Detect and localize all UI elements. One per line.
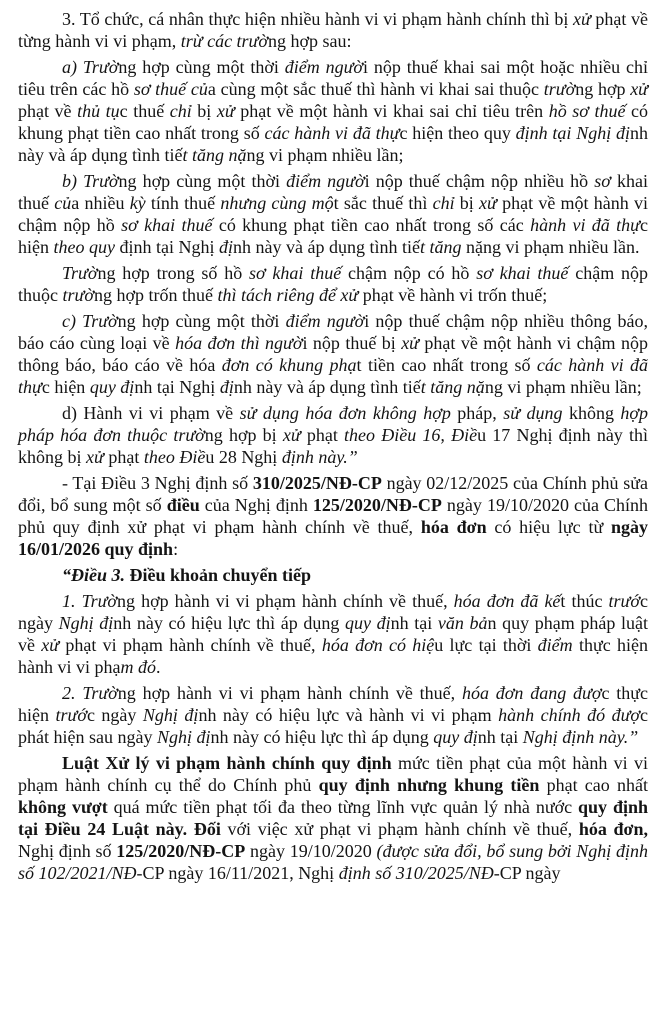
- text-segment: ng vi phạm nhiều lần;: [484, 377, 642, 397]
- paragraph-3: [18, 170, 648, 258]
- text-segment: định số 310/2025/NĐ-: [338, 863, 500, 883]
- text-segment: xử: [41, 635, 60, 655]
- text-segment: i nộp thuế chậm nộp nhiều thông báo, báo cáo cùng loại về: [18, 311, 648, 353]
- text-segment: u 17 Nghị định này thì không bị: [18, 425, 648, 467]
- text-segment: phạt về: [18, 101, 78, 121]
- text-segment: quá mức tiền phạt tối đa theo từng lĩnh vực quản lý nhà nước: [107, 797, 579, 817]
- text-segment: mức tiền phạt của một hành vi vi phạm hành chính cụ thể do Chính phủ: [18, 753, 648, 795]
- text-segment: .: [155, 657, 161, 677]
- text-segment: định này.”: [281, 447, 358, 467]
- text-segment: xử: [282, 425, 301, 445]
- text-segment: nh tại: [390, 613, 438, 633]
- text-segment: trườ: [62, 285, 94, 305]
- text-segment: văn bả: [437, 613, 488, 633]
- text-segment: hành chính đó đượ: [498, 705, 641, 725]
- text-segment: hợp pháp hóa đơn thuộc trườ: [18, 403, 648, 445]
- text-segment: hóa đơn,: [578, 819, 649, 839]
- text-segment: trướ: [55, 705, 87, 725]
- text-segment: nh này có hiệu lực thì áp dụng: [210, 727, 434, 747]
- text-segment: a nhiều: [71, 193, 130, 213]
- text-segment: quy đị: [345, 613, 391, 633]
- text-segment: phạt vi phạm hành chính về thuế,: [59, 635, 322, 655]
- text-segment: các hành vi đã thự: [18, 355, 648, 397]
- text-segment: theo Điề: [143, 447, 206, 467]
- text-segment: 1. Trườ: [62, 591, 118, 611]
- text-segment: ngày 16/01/2026 quy định: [18, 517, 649, 559]
- text-segment: i nộp thuế bị: [302, 333, 402, 353]
- text-segment: củ: [54, 193, 72, 213]
- text-segment: t tăng nặ: [420, 377, 485, 397]
- text-segment: nh này và áp dụng tình tiế: [233, 237, 420, 257]
- text-segment: chỉ: [432, 193, 455, 213]
- text-segment: theo Điều 16, Điề: [344, 425, 478, 445]
- text-segment: ng hợp cùng một thời: [117, 311, 286, 331]
- text-segment: nặng vi phạm nhiều lần.: [461, 237, 640, 257]
- text-segment: CP ngày: [499, 863, 561, 883]
- text-segment: không vượt: [18, 797, 108, 817]
- text-segment: hóa đơn thì ngườ: [175, 333, 303, 353]
- text-segment: xử: [86, 447, 104, 467]
- text-segment: Nghị đị: [156, 727, 211, 747]
- text-segment: sơ: [594, 171, 611, 191]
- text-segment: trườ: [543, 79, 576, 99]
- text-segment: chậm nộp thuộc: [18, 263, 648, 305]
- text-segment: phạt về một hành vi chậm nộp thông báo, báo cáo về hóa: [18, 333, 648, 375]
- text-segment: 125/2020/NĐ-CP: [116, 841, 246, 861]
- text-segment: thủ tụ: [77, 101, 120, 121]
- text-segment: sơ khai thuế: [476, 263, 569, 283]
- text-segment: hóa đơn: [420, 517, 487, 537]
- text-segment: ngày 02/12/2025 của Chính phủ sửa đổi, bổ sung một số: [18, 473, 648, 515]
- text-segment: 125/2020/NĐ-CP: [312, 495, 442, 515]
- text-segment: ng hợp hành vi vi phạm hành chính về thuế,: [117, 683, 462, 703]
- text-segment: các hành vi đã thự: [264, 123, 400, 143]
- text-segment: 3. Tổ chức, cá nhân thực hiện nhiều hành vi vi phạm hành chính thì bị: [62, 9, 573, 29]
- text-segment: bị: [454, 193, 480, 213]
- text-segment: pháp,: [450, 403, 504, 423]
- text-segment: c hiện: [41, 377, 90, 397]
- text-segment: CP ngày 16/11/2021, Nghị: [142, 863, 339, 883]
- text-segment: thì tách riêng để xử: [217, 285, 359, 305]
- text-segment: định tại Nghị đị: [515, 123, 630, 143]
- text-segment: điểm ngườ: [284, 57, 364, 77]
- text-segment: u 28 Nghị: [205, 447, 282, 467]
- text-segment: quy định: [578, 797, 648, 817]
- text-segment: ngày 19/10/2020: [245, 841, 377, 861]
- text-segment: phạt cao nhất: [539, 775, 648, 795]
- text-segment: nh này và áp dụng tình tiế: [18, 123, 648, 165]
- text-segment: có hiệu lực từ: [486, 517, 611, 537]
- text-segment: (được sửa đổi, bổ sung bởi Nghị định số 102/2021/NĐ-: [18, 841, 648, 883]
- text-segment: Trườ: [62, 263, 98, 283]
- paragraph-5: [18, 310, 648, 398]
- text-segment: ng vi phạm nhiều lần;: [246, 145, 404, 165]
- text-segment: đị: [219, 377, 234, 397]
- text-segment: có khung phạt tiền cao nhất trong số các: [212, 215, 531, 235]
- text-segment: nh tại Nghị: [134, 377, 220, 397]
- text-segment: ng hợp hành vi vi phạm hành chính về thuế,: [117, 591, 454, 611]
- text-segment: sơ khai thuế: [121, 215, 213, 235]
- text-segment: ngày 19/10/2020 của Chính phủ quy định xử phạt vi phạm hành chính về thuế,: [18, 495, 649, 537]
- text-segment: “Điều 3.: [62, 565, 130, 585]
- text-segment: a cùng một sắc thuế thì hành vi khai sai thuộc: [207, 79, 544, 99]
- text-segment: Nghị định này.”: [522, 727, 639, 747]
- text-segment: hóa đơn đã kế: [453, 591, 561, 611]
- text-segment: m đó: [120, 657, 156, 677]
- text-segment: nh này có hiệu lực thì áp dụng: [113, 613, 345, 633]
- text-segment: điểm ngườ: [285, 311, 365, 331]
- text-segment: u lực tại thời: [434, 635, 538, 655]
- text-segment: c ngày: [18, 591, 648, 633]
- text-segment: quy đị: [433, 727, 478, 747]
- text-segment: Nghị đị: [58, 613, 114, 633]
- text-segment: chậm nộp có hồ: [341, 263, 477, 283]
- text-segment: ng hợp: [575, 79, 631, 99]
- text-segment: nh này có hiệu lực và hành vi vi phạm: [198, 705, 499, 725]
- text-segment: xử: [479, 193, 497, 213]
- text-segment: d) Hành vi vi phạm về: [62, 403, 240, 423]
- text-segment: ng hợp trốn thuế: [93, 285, 218, 305]
- text-segment: hành vi đã thự: [530, 215, 641, 235]
- text-segment: nh tại: [477, 727, 523, 747]
- document-body: [18, 8, 648, 884]
- text-segment: t thúc: [560, 591, 609, 611]
- text-segment: trướ: [608, 591, 640, 611]
- text-segment: t tăng: [419, 237, 462, 257]
- text-segment: trừ các trườ: [180, 31, 268, 51]
- text-segment: c thuế: [119, 101, 170, 121]
- text-segment: :: [173, 539, 179, 559]
- text-segment: có khung phạt tiền cao nhất trong số: [18, 101, 648, 143]
- text-segment: Điều khoản chuyển tiếp: [129, 565, 312, 585]
- text-segment: sử dụng: [503, 403, 563, 423]
- paragraph-2: [18, 56, 648, 166]
- text-segment: ng hợp trong số hồ: [97, 263, 249, 283]
- text-segment: sử dụng hóa đơn không hợp: [239, 403, 451, 423]
- text-segment: đơn có khung phạ: [221, 355, 357, 375]
- text-segment: phạt về từng hành vi vi phạm,: [18, 9, 648, 51]
- text-segment: phạt: [103, 447, 144, 467]
- text-segment: của Nghị định: [199, 495, 313, 515]
- paragraph-9: [18, 590, 648, 678]
- text-segment: c) Trườ: [62, 311, 118, 331]
- text-segment: đị: [218, 237, 233, 257]
- text-segment: xử: [401, 333, 419, 353]
- text-segment: chỉ: [169, 101, 192, 121]
- text-segment: sơ khai thuế: [249, 263, 342, 283]
- text-segment: điều: [166, 495, 200, 515]
- text-segment: điểm ngườ: [286, 171, 365, 191]
- paragraph-11: [18, 752, 648, 884]
- section-heading: [18, 564, 648, 586]
- text-segment: xử: [572, 9, 591, 29]
- text-segment: thực hiện hành vi vi phạ: [18, 635, 648, 677]
- text-segment: không: [562, 403, 621, 423]
- text-segment: i nộp thuế chậm nộp nhiều hồ: [364, 171, 595, 191]
- text-segment: ng hợp cùng một thời: [118, 171, 287, 191]
- text-segment: - Tại Điều 3 Nghị định số: [62, 473, 253, 493]
- text-segment: Luật Xử lý vi phạm hành chính quy định: [62, 753, 392, 773]
- text-segment: hồ sơ thuế: [548, 101, 626, 121]
- text-segment: xử: [630, 79, 648, 99]
- text-segment: hóa đơn có hiệ: [321, 635, 435, 655]
- text-segment: ng hợp sau:: [267, 31, 352, 51]
- text-segment: phạt: [300, 425, 345, 445]
- text-segment: t tăng nặ: [182, 145, 247, 165]
- text-segment: c hiện: [18, 215, 649, 257]
- text-segment: nhưng cùng mộ: [220, 193, 334, 213]
- paragraph-10: [18, 682, 648, 748]
- text-segment: Nghị định số: [18, 841, 117, 861]
- text-segment: nh này và áp dụng tình tiế: [233, 377, 421, 397]
- text-segment: a) Trườ: [62, 57, 119, 77]
- text-segment: quy đị: [89, 377, 135, 397]
- text-segment: t tiền cao nhất trong số: [356, 355, 537, 375]
- text-segment: c ngày: [86, 705, 143, 725]
- text-segment: c phát hiện sau ngày: [18, 705, 649, 747]
- text-segment: sơ thuế củ: [133, 79, 208, 99]
- text-segment: 2. Trườ: [62, 683, 118, 703]
- text-segment: phạt về hành vi trốn thuế;: [358, 285, 548, 305]
- text-segment: bị: [191, 101, 217, 121]
- text-segment: kỳ: [129, 193, 146, 213]
- text-segment: b) Trườ: [62, 171, 119, 191]
- text-segment: Nghị đị: [142, 705, 199, 725]
- text-segment: i nộp thuế khai sai một hoặc nhiều chỉ tiêu trên các hồ: [18, 57, 649, 99]
- paragraph-7: [18, 472, 648, 560]
- text-segment: tại Điều 24 Luật này. Đối: [18, 819, 221, 839]
- paragraph-4: [18, 262, 648, 306]
- text-segment: ng hợp cùng một thời: [118, 57, 285, 77]
- paragraph-6: [18, 402, 648, 468]
- text-segment: n quy phạm pháp luật về: [18, 613, 648, 655]
- text-segment: quy định nhưng khung tiền: [318, 775, 540, 795]
- text-segment: t sắc thuế thì: [333, 193, 433, 213]
- text-segment: 310/2025/NĐ-CP: [252, 473, 382, 493]
- text-segment: theo quy: [53, 237, 115, 257]
- text-segment: hóa đơn đang đượ: [461, 683, 602, 703]
- text-segment: với việc xử phạt vi phạm hành chính về thuế,: [220, 819, 579, 839]
- paragraph-1: [18, 8, 648, 52]
- text-segment: phạt về một hành vi chậm nộp hồ: [18, 193, 648, 235]
- text-segment: c thực hiện: [18, 683, 649, 725]
- text-segment: c hiện theo quy: [399, 123, 516, 143]
- text-segment: ng hợp bị: [204, 425, 283, 445]
- text-segment: phạt về một hành vi khai sai chỉ tiêu trên: [234, 101, 549, 121]
- text-segment: xử: [216, 101, 235, 121]
- text-segment: định tại Nghị: [114, 237, 219, 257]
- text-segment: khai thuế: [18, 171, 648, 213]
- text-segment: tính thuế: [145, 193, 221, 213]
- text-segment: điểm: [537, 635, 573, 655]
